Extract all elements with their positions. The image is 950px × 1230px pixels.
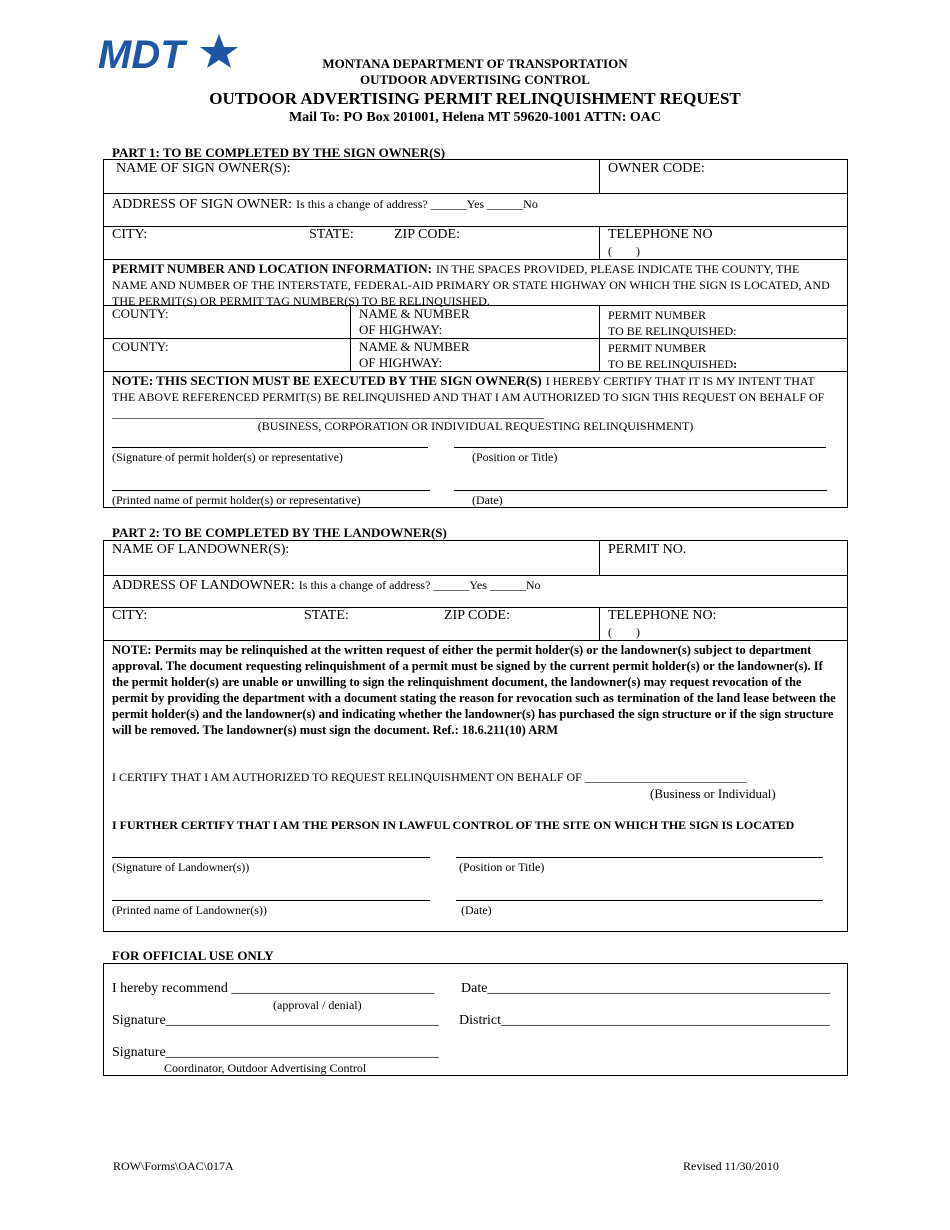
highway-label-1: NAME & NUMBER OF HIGHWAY: xyxy=(359,306,470,337)
permit-no-label: PERMIT NO. xyxy=(608,542,687,557)
landowner-address-label: ADDRESS OF LANDOWNER: xyxy=(112,578,295,593)
signature-caption: (Signature of permit holder(s) or representative) xyxy=(112,450,343,464)
landowner-city-label: CITY: xyxy=(112,608,148,623)
landowner-zip-label: ZIP CODE: xyxy=(444,608,510,623)
coordinator-caption: Coordinator, Outdoor Advertising Control xyxy=(164,1061,367,1075)
part1-box xyxy=(103,159,848,508)
signature-field-2[interactable]: Signature_______________________________________ xyxy=(112,1045,439,1060)
landowner-position-caption: (Position or Title) xyxy=(459,860,545,874)
landowner-date-caption: (Date) xyxy=(461,903,492,917)
city-label: CITY: xyxy=(112,227,148,242)
revised-date: Revised 11/30/2010 xyxy=(683,1159,779,1173)
printed-name-line[interactable] xyxy=(112,490,430,491)
form-id: ROW\Forms\OAC\017A xyxy=(113,1159,234,1173)
zip-label: ZIP CODE: xyxy=(394,227,460,242)
mdt-logo-text: MDT xyxy=(98,33,185,74)
recommend-field[interactable]: I hereby recommend _____________________________ xyxy=(112,981,435,996)
printed-name-caption: (Printed name of permit holder(s) or representative) xyxy=(112,493,361,507)
address-label: ADDRESS OF SIGN OWNER: xyxy=(112,197,293,212)
position-caption: (Position or Title) xyxy=(472,450,558,464)
telephone-label: TELEPHONE NO xyxy=(608,227,713,242)
landowner-signature-line[interactable] xyxy=(112,857,430,858)
county-label-1: COUNTY: xyxy=(112,306,169,321)
behalf-of-line[interactable]: ________________________________________________________________________ xyxy=(112,406,544,420)
position-line[interactable] xyxy=(454,447,826,448)
telephone-paren: ( ) xyxy=(608,244,640,258)
further-certify-statement: I FURTHER CERTIFY THAT I AM THE PERSON IN LAWFUL CONTROL OF THE SITE ON WHICH THE SIGN IS LOCATED xyxy=(112,818,795,832)
date-caption: (Date) xyxy=(472,493,503,507)
permit-number-label-2: PERMIT NUMBER TO BE RELINQUISHED: xyxy=(608,341,738,371)
landowner-address-question: Is this a change of address? ______Yes ______No xyxy=(298,578,541,592)
landowner-telephone-paren: ( ) xyxy=(608,625,640,639)
official-date-field[interactable]: Date_________________________________________________ xyxy=(461,981,831,996)
part1-title: PART 1: TO BE COMPLETED BY THE SIGN OWNER(S) xyxy=(112,145,446,160)
business-caption: (Business or Individual) xyxy=(650,786,776,801)
official-box xyxy=(103,963,848,1076)
landowner-date-line[interactable] xyxy=(456,900,823,901)
address-change-question: Is this a change of address? ______Yes ______No xyxy=(296,197,538,211)
signature-line[interactable] xyxy=(112,447,428,448)
landowner-state-label: STATE: xyxy=(304,608,349,623)
district-field[interactable]: District_______________________________________________ xyxy=(459,1013,830,1028)
landowner-address-field[interactable] xyxy=(112,576,541,594)
landowner-signature-caption: (Signature of Landowner(s)) xyxy=(112,860,250,874)
approval-caption: (approval / denial) xyxy=(273,998,362,1012)
highway-label-2: NAME & NUMBER OF HIGHWAY: xyxy=(359,339,470,370)
landowner-printed-caption: (Printed name of Landowner(s)) xyxy=(112,903,267,917)
part2-box xyxy=(103,540,848,932)
owner-certification-note: NOTE: THIS SECTION MUST BE EXECUTED BY THE SIGN OWNER(S) I HEREBY CERTIFY THAT IT IS MY INTENT THAT THE ABOVE REFERENCED PERMIT(S) BE RELINQUISHED AND THAT I AM AUTHORIZED TO SIGN THIS REQUEST ON BEHALF OF ________________________________________________________________________ xyxy=(112,373,825,420)
landowner-note: NOTE: Permits may be relinquished at the written request of either the permit holder(s) or the landowner(s) subject to department approval. The document requesting relinquishment of a permit must be signed by the current permit holder(s) or the landowner(s). If the permit holder(s) are unable or unwilling to sign the relinquishment document, the landowner(s) may request revocation of the permit by providing the department with a document stating the reason for revocation such as termination of the land lease between the permit holder(s) and the landowner(s) and indicating whether the landowner(s) has purchased the sign structure or if the sign structure will be removed. The landowner(s) must sign the document. Ref.: 18.6.211(10) ARM xyxy=(112,643,836,737)
permit-info-text: PERMIT NUMBER AND LOCATION INFORMATION: IN THE SPACES PROVIDED, PLEASE INDICATE THE COUNTY, THE NAME AND NUMBER OF THE INTERSTATE, FEDERAL-AID PRIMARY OR STATE HIGHWAY ON WHICH THE SIGN IS LOCATED, AND THE PERMIT(S) OR PERMIT TAG NUMBER(S) TO BE RELINQUISHED. xyxy=(112,261,830,308)
behalf-caption: (BUSINESS, CORPORATION OR INDIVIDUAL REQUESTING RELINQUISHMENT) xyxy=(257,419,694,433)
landowner-printed-line[interactable] xyxy=(112,900,430,901)
mail-to: Mail To: PO Box 201001, Helena MT 59620-1001 ATTN: OAC xyxy=(288,110,662,125)
official-title: FOR OFFICIAL USE ONLY xyxy=(112,948,274,963)
state-label: STATE: xyxy=(309,227,354,242)
part2-title: PART 2: TO BE COMPLETED BY THE LANDOWNER(S) xyxy=(112,525,447,540)
page-title: OUTDOOR ADVERTISING PERMIT RELINQUISHMENT REQUEST xyxy=(209,89,741,108)
county-label-2: COUNTY: xyxy=(112,339,169,354)
permit-number-label-1: PERMIT NUMBER TO BE RELINQUISHED: xyxy=(608,308,737,338)
landowner-telephone-label: TELEPHONE NO: xyxy=(608,608,717,623)
sign-owner-address-field[interactable] xyxy=(112,195,538,213)
landowner-position-line[interactable] xyxy=(456,857,823,858)
date-line[interactable] xyxy=(454,490,827,491)
dept-name: MONTANA DEPARTMENT OF TRANSPORTATION xyxy=(322,56,628,71)
owner-code-label: OWNER CODE: xyxy=(608,161,705,176)
certify-statement: I CERTIFY THAT I AM AUTHORIZED TO REQUEST RELINQUISHMENT ON BEHALF OF ___________________________ xyxy=(112,770,747,784)
landowner-name-label: NAME OF LANDOWNER(S): xyxy=(112,542,290,557)
division-name: OUTDOOR ADVERTISING CONTROL xyxy=(360,72,590,87)
signature-field-1[interactable]: Signature_______________________________________ xyxy=(112,1013,439,1028)
sign-owner-name-label: NAME OF SIGN OWNER(S): xyxy=(116,161,291,176)
